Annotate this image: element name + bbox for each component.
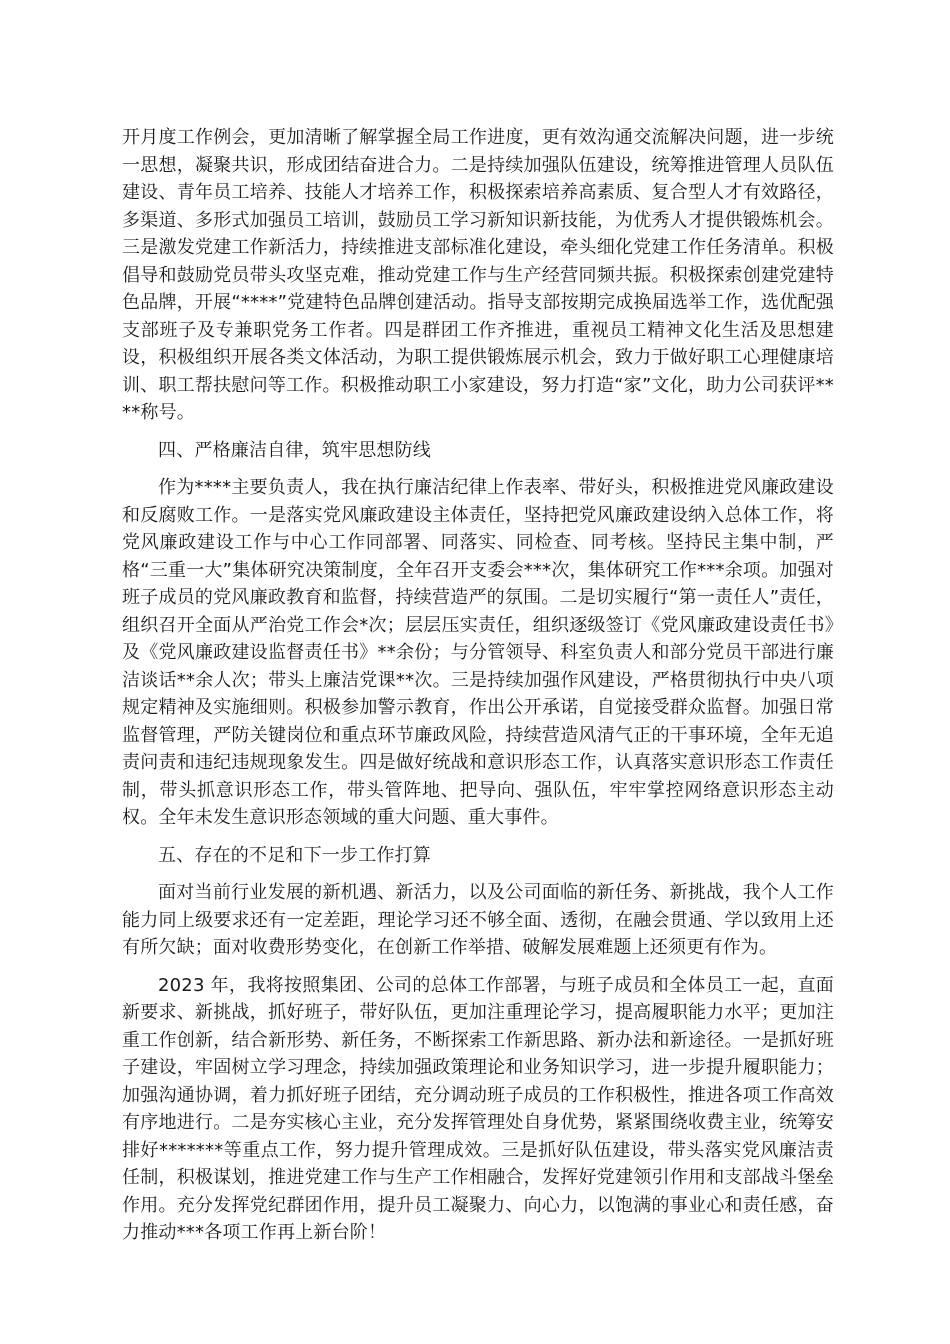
paragraph-integrity-discipline: 作为****主要负责人，我在执行廉洁纪律上作表率、带好头，积极推进党风廉政建设和反腐败工作。一是落实党风廉政建设主体责任，坚持把党风廉政建设纳入总体工作，将党风廉政建设工作与中心工作同部署、同落实、同检查、同考核。坚持民主集中制，严格“三重一大”集体研究决策制度，全年召开支委会***次，集体研究工作***余项。加强对班子成员的党风廉政教育和监督，持续营造严的氛围。二是切实履行“第一责任人”责任，组织召开全面从严治党工作会*次；层层压实责任，组织逐级签订《党风廉政建设责任书》及《党风廉政建设监督责任书》**余份；与分管领导、科室负责人和部分党员干部进行廉洁谈话**余人次；带头上廉洁党课**次。三是持续加强作风建设，严格贯彻执行中央八项规定精神及实施细则。积极参加警示教育，作出公开承诺，自觉接受群众监督。加强日常监督管理，严防关键岗位和重点环节廉政风险，持续营造风清气正的干事环境，全年无追责问责和违纪违规现象发生。四是做好统战和意识形态工作，认真落实意识形态工作责任制，带头抓意识形态工作，带头管阵地、把导向、强队伍，牢牢掌控网络意识形态主动权。全年未发生意识形态领域的重大问题、重大事件。 <box>122 477 834 828</box>
paragraph-2023-plans: 2023 年，我将按照集团、公司的总体工作部署，与班子成员和全体员工一起，直面新要求、新挑战，抓好班子，带好队伍，更加注重理论学习，提高履职能力水平；更加注重工作创新，结合新形势、新任务，不断探索工作新思路、新办法和新途径。一是抓好班子建设，牢固树立学习理念，持续加强政策理论和业务知识学习，进一步提升履职能力；加强沟通协调，着力抓好班子团结，充分调动班子成员的工作积极性，推进各项工作高效有序地进行。二是夯实核心主业，充分发挥管理处自身优势，紧紧围绕收费主业，统筹安排好*******等重点工作，努力提升管理成效。三是抓好队伍建设，带头落实党风廉洁责任制，积极谋划，推进党建工作与生产工作相融合，发挥好党建领引作用和支部战斗堡垒作用。充分发挥党纪群团作用，提升员工凝聚力、向心力，以饱满的事业心和责任感，奋力推动***各项工作再上新台阶！ <box>122 974 834 1243</box>
document-page <box>122 124 834 1257</box>
paragraph-continued-team-building: 开月度工作例会，更加清晰了解掌握全局工作进度，更有效沟通交流解决问题，进一步统一思想，凝聚共识，形成团结奋进合力。二是持续加强队伍建设，统筹推进管理人员队伍建设、青年员工培养、技能人才培养工作，积极探索培养高素质、复合型人才有效路径，多渠道、多形式加强员工培训，鼓励员工学习新知识新技能，为优秀人才提供锻炼机会。三是激发党建工作新活力，持续推进支部标准化建设，牵头细化党建工作任务清单。积极倡导和鼓励党员带头攻坚克难，推动党建工作与生产经营同频共振。积极探索创建党建特色品牌，开展“****”党建特色品牌创建活动。指导支部按期完成换届选举工作，选优配强支部班子及专兼职党务工作者。四是群团工作齐推进，重视员工精神文化生活及思想建设，积极组织开展各类文体活动，为职工提供锻炼展示机会，致力于做好职工心理健康培训、职工帮扶慰问等工作。积极推动职工小家建设，努力打造“家”文化，助力公司获评****称号。 <box>122 127 834 423</box>
section-heading-integrity: 四、严格廉洁自律，筑牢思想防线 <box>158 439 431 461</box>
paragraph-shortcomings: 面对当前行业发展的新机遇、新活力，以及公司面临的新任务、新挑战，我个人工作能力同上级要求还有一定差距，理论学习还不够全面、透彻，在融会贯通、学以致用上还有所欠缺；面对收费形势变化，在创新工作举措、破解发展难题上还须更有作为。 <box>122 882 834 958</box>
section-heading-shortcomings-plans: 五、存在的不足和下一步工作打算 <box>158 844 431 866</box>
